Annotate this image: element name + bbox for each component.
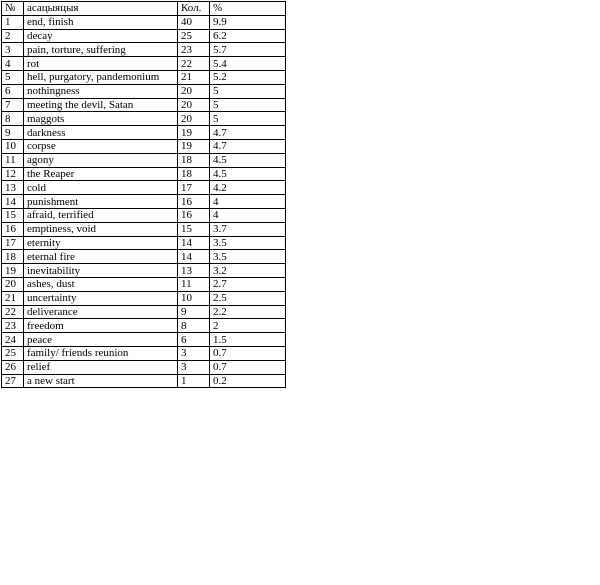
- row-count: 14: [178, 250, 210, 264]
- table-row: [2, 139, 286, 153]
- row-percent: 3.5: [210, 250, 286, 264]
- row-association: nothingness: [24, 84, 178, 98]
- row-percent: 4: [210, 208, 286, 222]
- header-number: №: [2, 2, 24, 16]
- row-percent: 3.2: [210, 264, 286, 278]
- association-table: [1, 1, 286, 388]
- row-number: 14: [2, 195, 24, 209]
- row-number: 19: [2, 264, 24, 278]
- row-association: eternal fire: [24, 250, 178, 264]
- row-association: cold: [24, 181, 178, 195]
- row-association: hell, purgatory, pandemonium: [24, 70, 178, 84]
- row-count: 13: [178, 264, 210, 278]
- row-number: 22: [2, 305, 24, 319]
- table-row: [2, 126, 286, 140]
- row-association: ashes, dust: [24, 277, 178, 291]
- row-count: 22: [178, 57, 210, 71]
- table-row: [2, 319, 286, 333]
- row-percent: 2.2: [210, 305, 286, 319]
- table-row: [2, 195, 286, 209]
- row-number: 7: [2, 98, 24, 112]
- row-count: 20: [178, 84, 210, 98]
- row-association: a new start: [24, 374, 178, 388]
- row-percent: 2.7: [210, 277, 286, 291]
- row-association: emptiness, void: [24, 222, 178, 236]
- row-association: afraid, terrified: [24, 208, 178, 222]
- table-row: [2, 305, 286, 319]
- row-percent: 4.7: [210, 139, 286, 153]
- row-number: 24: [2, 333, 24, 347]
- table-row: [2, 333, 286, 347]
- table-row: [2, 98, 286, 112]
- row-count: 8: [178, 319, 210, 333]
- row-number: 9: [2, 126, 24, 140]
- row-count: 15: [178, 222, 210, 236]
- row-number: 21: [2, 291, 24, 305]
- row-percent: 6.2: [210, 29, 286, 43]
- row-number: 4: [2, 57, 24, 71]
- row-percent: 0.7: [210, 360, 286, 374]
- table-row: [2, 250, 286, 264]
- row-count: 16: [178, 208, 210, 222]
- row-percent: 4.2: [210, 181, 286, 195]
- table-row: [2, 277, 286, 291]
- row-count: 6: [178, 333, 210, 347]
- row-number: 12: [2, 167, 24, 181]
- table-row: [2, 167, 286, 181]
- table-body: [2, 15, 286, 388]
- table-row: [2, 208, 286, 222]
- table-row: [2, 70, 286, 84]
- row-count: 21: [178, 70, 210, 84]
- row-percent: 5: [210, 84, 286, 98]
- row-percent: 3.7: [210, 222, 286, 236]
- row-count: 20: [178, 98, 210, 112]
- row-count: 16: [178, 195, 210, 209]
- row-count: 9: [178, 305, 210, 319]
- row-count: 19: [178, 126, 210, 140]
- row-percent: 5: [210, 112, 286, 126]
- row-number: 8: [2, 112, 24, 126]
- row-number: 1: [2, 15, 24, 29]
- row-number: 2: [2, 29, 24, 43]
- row-count: 1: [178, 374, 210, 388]
- row-count: 3: [178, 360, 210, 374]
- row-association: freedom: [24, 319, 178, 333]
- row-association: punishment: [24, 195, 178, 209]
- row-association: decay: [24, 29, 178, 43]
- header-percent: %: [210, 2, 286, 16]
- row-number: 17: [2, 236, 24, 250]
- row-count: 18: [178, 167, 210, 181]
- row-number: 16: [2, 222, 24, 236]
- row-association: rot: [24, 57, 178, 71]
- row-count: 23: [178, 43, 210, 57]
- row-association: agony: [24, 153, 178, 167]
- row-percent: 4.7: [210, 126, 286, 140]
- table-row: [2, 291, 286, 305]
- table-row: [2, 181, 286, 195]
- row-number: 25: [2, 346, 24, 360]
- row-number: 27: [2, 374, 24, 388]
- row-association: uncertainty: [24, 291, 178, 305]
- row-count: 19: [178, 139, 210, 153]
- row-association: eternity: [24, 236, 178, 250]
- table-row: [2, 43, 286, 57]
- table-row: [2, 112, 286, 126]
- row-count: 18: [178, 153, 210, 167]
- table-row: [2, 222, 286, 236]
- row-percent: 5: [210, 98, 286, 112]
- row-count: 3: [178, 346, 210, 360]
- row-association: relief: [24, 360, 178, 374]
- table-row: [2, 264, 286, 278]
- row-association: inevitability: [24, 264, 178, 278]
- row-association: deliverance: [24, 305, 178, 319]
- row-count: 40: [178, 15, 210, 29]
- row-number: 6: [2, 84, 24, 98]
- row-number: 20: [2, 277, 24, 291]
- row-percent: 4.5: [210, 153, 286, 167]
- row-percent: 1.5: [210, 333, 286, 347]
- row-percent: 5.4: [210, 57, 286, 71]
- row-association: end, finish: [24, 15, 178, 29]
- row-percent: 4: [210, 195, 286, 209]
- row-count: 20: [178, 112, 210, 126]
- row-number: 26: [2, 360, 24, 374]
- row-association: the Reaper: [24, 167, 178, 181]
- table-row: [2, 236, 286, 250]
- row-count: 10: [178, 291, 210, 305]
- table-row: [2, 346, 286, 360]
- row-number: 23: [2, 319, 24, 333]
- row-number: 15: [2, 208, 24, 222]
- header-association: асацыяцыя: [24, 2, 178, 16]
- row-percent: 4.5: [210, 167, 286, 181]
- table-row: [2, 15, 286, 29]
- row-association: darkness: [24, 126, 178, 140]
- row-association: family/ friends reunion: [24, 346, 178, 360]
- row-association: pain, torture, suffering: [24, 43, 178, 57]
- row-association: corpse: [24, 139, 178, 153]
- row-percent: 5.2: [210, 70, 286, 84]
- row-count: 25: [178, 29, 210, 43]
- row-association: peace: [24, 333, 178, 347]
- row-count: 11: [178, 277, 210, 291]
- table-row: [2, 153, 286, 167]
- row-count: 14: [178, 236, 210, 250]
- row-number: 5: [2, 70, 24, 84]
- row-number: 18: [2, 250, 24, 264]
- row-count: 17: [178, 181, 210, 195]
- row-percent: 3.5: [210, 236, 286, 250]
- table-row: [2, 360, 286, 374]
- row-percent: 5.7: [210, 43, 286, 57]
- row-percent: 0.2: [210, 374, 286, 388]
- table-row: [2, 374, 286, 388]
- row-number: 11: [2, 153, 24, 167]
- table-header-row: [2, 2, 286, 16]
- row-number: 10: [2, 139, 24, 153]
- row-percent: 9.9: [210, 15, 286, 29]
- table-row: [2, 57, 286, 71]
- row-number: 13: [2, 181, 24, 195]
- row-percent: 2.5: [210, 291, 286, 305]
- table-row: [2, 84, 286, 98]
- table-row: [2, 29, 286, 43]
- row-association: meeting the devil, Satan: [24, 98, 178, 112]
- row-percent: 0.7: [210, 346, 286, 360]
- row-percent: 2: [210, 319, 286, 333]
- header-count: Кол.: [178, 2, 210, 16]
- row-association: maggots: [24, 112, 178, 126]
- row-number: 3: [2, 43, 24, 57]
